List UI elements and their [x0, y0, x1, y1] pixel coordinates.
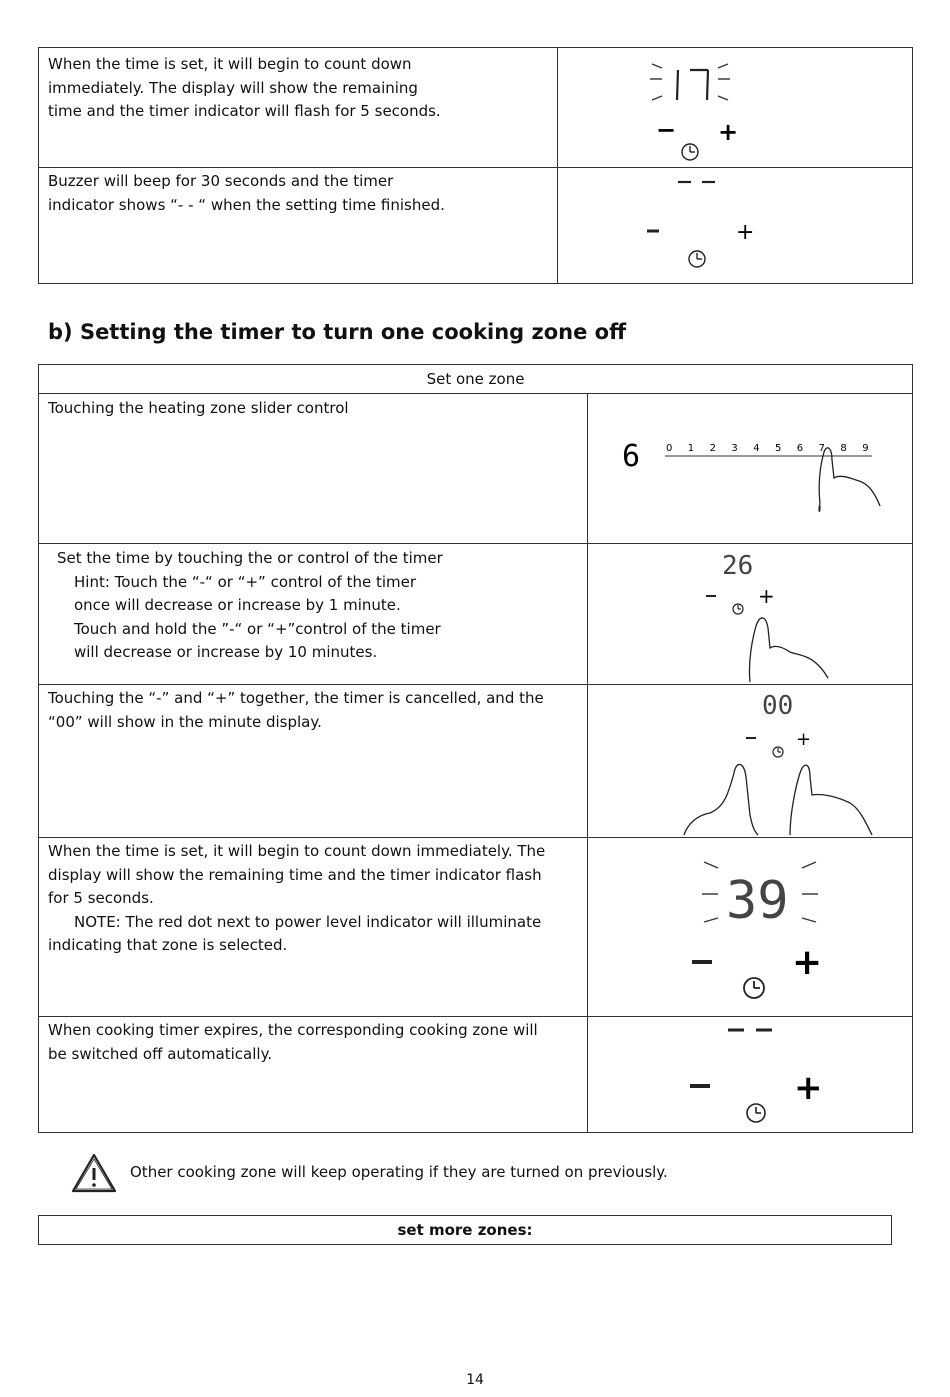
plus-button: +: [758, 584, 775, 608]
instruction-line: indicator shows “- - “ when the setting time finished.: [48, 195, 445, 214]
set-one-zone-table: [38, 364, 913, 1133]
instruction-line: When the time is set, it will begin to count down: [48, 55, 412, 73]
plus-button: +: [796, 729, 812, 750]
illustration-cell: [558, 168, 913, 284]
instruction-line: “00” will show in the minute display.: [48, 712, 322, 731]
scale-tick-label: 7: [818, 443, 825, 454]
cancel-timer-illustration: [588, 685, 912, 836]
power-scale: [666, 443, 869, 454]
instruction-cell: [39, 168, 558, 284]
warning-triangle-icon: [70, 1152, 118, 1194]
instruction-line: Set the time by touching the or control of the timer: [57, 549, 443, 567]
plus-button: +: [718, 118, 739, 146]
finished-timer-display: [558, 168, 912, 282]
timer-clock-icon: [747, 1104, 765, 1122]
timer-display: 39: [726, 871, 789, 931]
scale-tick-label: 2: [709, 443, 716, 454]
plus-button: +: [736, 220, 755, 245]
page-number: 14: [466, 1372, 484, 1388]
illustration-cell: [588, 685, 913, 838]
note-line: NOTE: The red dot next to power level indicator will illuminate: [74, 912, 542, 931]
timer-display: 26: [722, 551, 754, 581]
timer-clock-icon: [682, 144, 698, 160]
warning-text: Other cooking zone will keep operating if they are turned on previously.: [130, 1163, 668, 1181]
flashing-timer-display-39: [588, 838, 912, 1015]
note-line: indicating that zone is selected.: [48, 936, 288, 954]
finger-icon: [749, 618, 828, 682]
instruction-line: When cooking timer expires, the corresponding cooking zone will: [48, 1021, 538, 1039]
slider-control-illustration: [588, 394, 912, 542]
instruction-line: time and the timer indicator will flash for 5 seconds.: [48, 102, 441, 120]
plus-button: +: [792, 942, 823, 983]
finger-icon: [819, 448, 880, 512]
timer-countdown-table: [38, 47, 913, 284]
plus-button: +: [794, 1068, 823, 1108]
set-time-illustration: [588, 544, 912, 683]
expired-timer-display: [588, 1017, 912, 1131]
hint-line: once will decrease or increase by 1 minute.: [74, 596, 401, 614]
hint-line: Hint: Touch the “-“ or “+” control of the timer: [74, 572, 417, 591]
timer-clock-icon: [773, 747, 783, 757]
power-level-display: 6: [622, 439, 641, 474]
illustration-cell: [588, 544, 913, 685]
instruction-cell: [39, 685, 588, 838]
illustration-cell: [588, 838, 913, 1017]
scale-tick-label: 1: [687, 443, 695, 454]
scale-tick-label: 6: [796, 443, 804, 454]
right-finger-icon: [790, 765, 872, 835]
left-finger-icon: [684, 764, 758, 835]
instruction-line: Buzzer will beep for 30 seconds and the timer: [48, 172, 394, 190]
section-title: b) Setting the timer to turn one cooking zone off: [48, 320, 627, 344]
timer-display: 00: [762, 691, 794, 721]
instruction-cell: [39, 544, 588, 685]
instruction-line: When the time is set, it will begin to count down immediately. The: [48, 842, 546, 860]
instruction-cell: [39, 48, 558, 168]
scale-tick-label: 0: [666, 443, 673, 454]
illustration-cell: [588, 394, 913, 544]
scale-tick-label: 5: [775, 443, 782, 454]
instruction-line: immediately. The display will show the remaining: [48, 78, 418, 97]
illustration-cell: [558, 48, 913, 168]
instruction-cell: [39, 838, 588, 1017]
instruction-line: for 5 seconds.: [48, 889, 154, 907]
table-header: Set one zone: [39, 365, 913, 394]
timer-clock-icon: [744, 978, 764, 998]
instruction-cell: [39, 394, 588, 544]
scale-tick-label: 8: [840, 443, 847, 454]
instruction-line: Touching the heating zone slider control: [48, 399, 349, 417]
instruction-line: Touching the “-” and “+” together, the timer is cancelled, and the: [48, 689, 544, 707]
instruction-line: display will show the remaining time and the timer indicator flash: [48, 865, 542, 884]
flashing-timer-display-17: [558, 48, 912, 166]
timer-clock-icon: [733, 604, 743, 614]
instruction-cell: [39, 1017, 588, 1133]
minus-button: −: [656, 116, 677, 144]
hint-line: will decrease or increase by 10 minutes.: [74, 643, 378, 661]
instruction-line: be switched off automatically.: [48, 1044, 273, 1063]
scale-tick-label: 3: [731, 443, 738, 454]
scale-tick-label: 4: [753, 443, 760, 454]
set-more-zones-heading: set more zones:: [38, 1215, 892, 1245]
scale-tick-label: 9: [862, 443, 869, 454]
hint-line: Touch and hold the ”-“ or “+”control of the timer: [74, 619, 441, 638]
timer-clock-icon: [689, 251, 705, 267]
illustration-cell: [588, 1017, 913, 1133]
